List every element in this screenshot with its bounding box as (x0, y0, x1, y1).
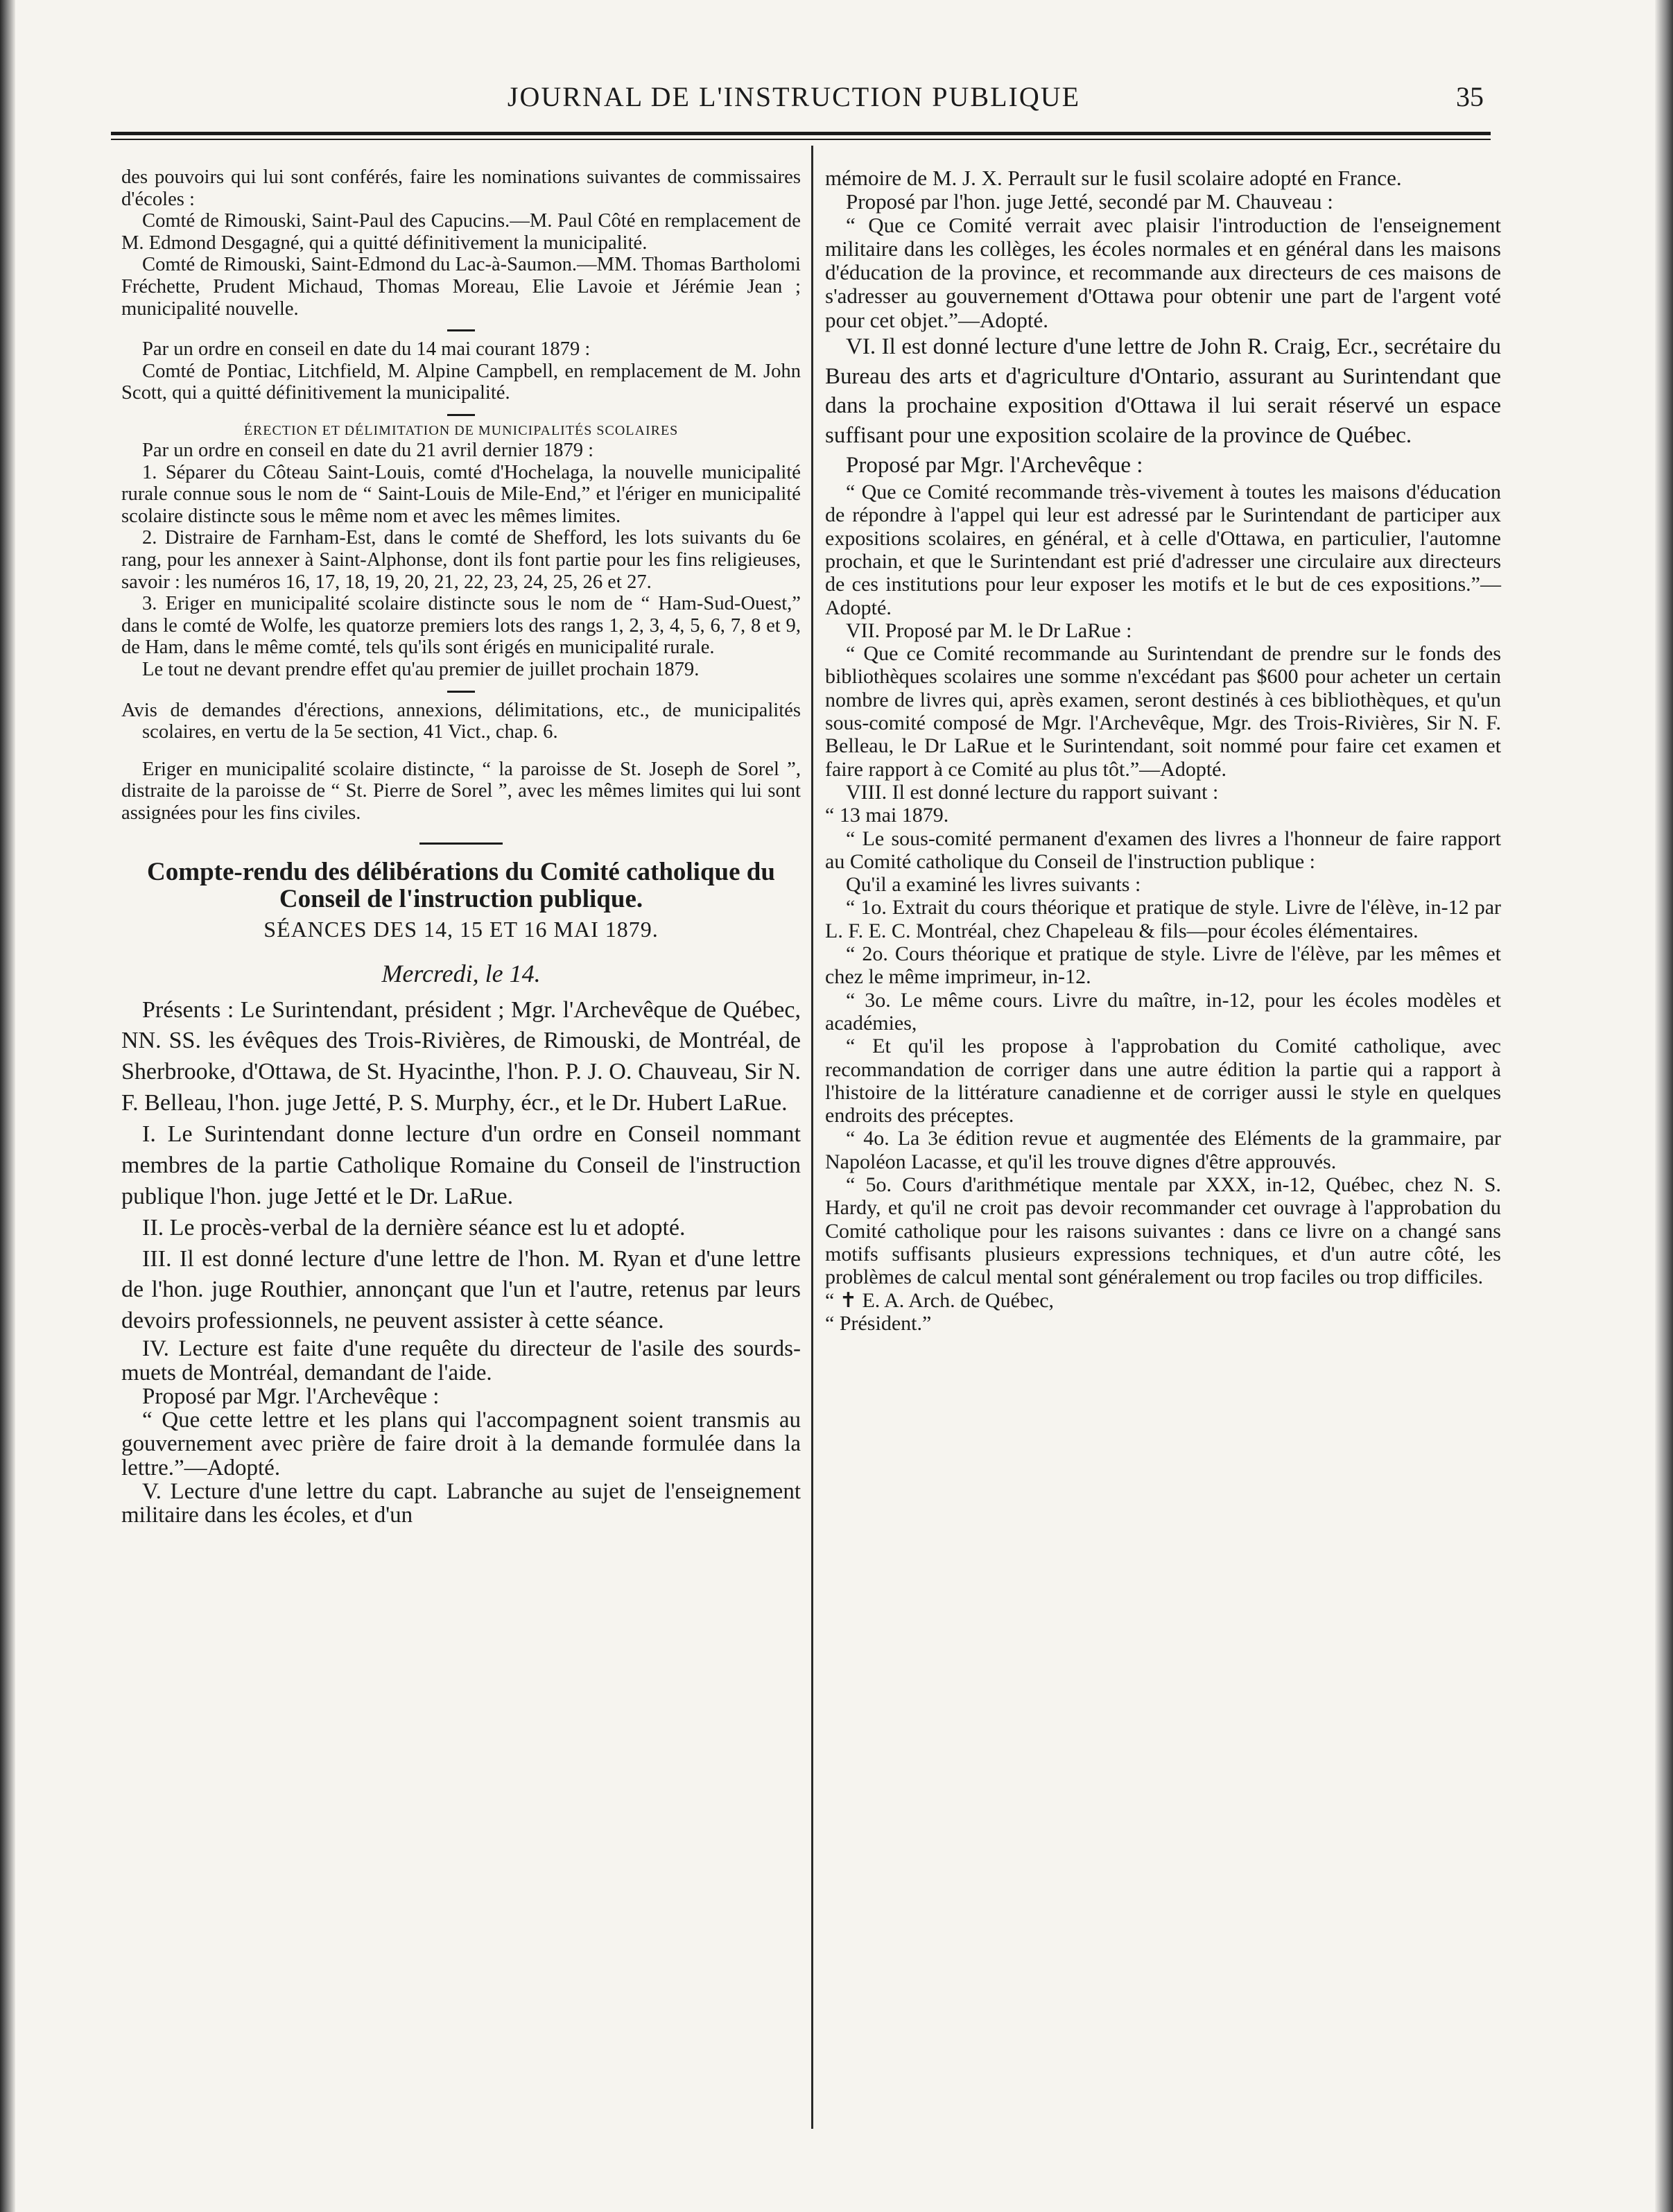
paragraph: “ 2o. Cours théorique et pratique de style. Livre de l'élève, par les mêmes et chez le même imprimeur, in-12. (825, 942, 1501, 989)
paragraph: “ Et qu'il les propose à l'approbation du Comité catholique, avec recommandation de corriger dans une autre édition la partie qui a rapport à l'histoire de la littérature canadienne et de corriger aussi le style en quelques endroits des préceptes. (825, 1035, 1501, 1127)
paragraph: “ Que ce Comité verrait avec plaisir l'introduction de l'enseignement militaire dans les collèges, les écoles normales et en général dans les maisons d'éducation de la province, et recommande aux directeurs de ces maisons de s'adresser au gouvernement d'Ottawa pour obtenir une part de l'argent voté pour cet objet.”—Adopté. (825, 213, 1501, 332)
left-column (121, 166, 801, 1528)
header-rule-thick (111, 132, 1491, 135)
page-header (104, 78, 1484, 119)
paragraph: Eriger en municipalité scolaire distincte, “ la paroisse de St. Joseph de Sorel ”, distraite de la paroisse de “ St. Pierre de Sorel ”, avec les mêmes limites qui lui sont assignées pour les fins civiles. (121, 758, 801, 824)
right-page-edge (1655, 0, 1673, 2212)
paragraph: “ Que ce Comité recommande au Surintendant de prendre sur le fonds des bibliothèques scolaires une somme n'excédant pas $600 pour acheter un certain nombre de livres qui, après examen, seront destinés à ces bibliothèques, et qu'un sous-comité composé de Mgr. l'Archevêque, Mgr. des Trois-Rivières, Sir N. F. Belleau, le Dr LaRue et le Surintendant, soit nommé pour faire cet examen et faire rapport à ce Comité au plus tôt.”—Adopté. (825, 642, 1501, 781)
separator (447, 691, 475, 693)
paragraph: I. Le Surintendant donne lecture d'un ordre en Conseil nommant membres de la partie Catholique Romaine du Conseil de l'instruction publique l'hon. juge Jetté et le Dr. LaRue. (121, 1121, 801, 1209)
header-rule-thin (111, 139, 1491, 140)
paragraph: Le tout ne devant prendre effet qu'au premier de juillet prochain 1879. (142, 658, 700, 680)
paragraph: V. Lecture d'une lettre du capt. Labranche au sujet de l'enseignement militaire dans les écoles, et d'un (121, 1479, 801, 1528)
paragraph: III. Il est donné lecture d'une lettre de l'hon. M. Ryan et d'une lettre de l'hon. juge Routhier, annonçant que l'un et l'autre, retenus par leurs devoirs professionnels, ne peuvent assister à cette séance. (121, 1245, 801, 1334)
section-title: Compte-rendu des délibérations du Comité catholique du Conseil de l'instruction publique. (147, 857, 775, 914)
paragraph: Par un ordre en conseil en date du 14 mai courant 1879 : (142, 338, 591, 361)
paragraph: Comté de Rimouski, Saint-Paul des Capucins.—M. Paul Côté en remplacement de M. Edmond Desgagné, qui a quitté définitivement la municipalité. (121, 210, 801, 254)
paragraph: 3. Eriger en municipalité scolaire distincte sous le nom de “ Ham-Sud-Ouest,” dans le comté de Wolfe, les quatorze premiers lots des rangs 1, 2, 3, 4, 5, 6, 7, 8 et 9, de Ham, dans le même comté, tels qu'ils sont érigés en municipalité rurale. (121, 593, 801, 659)
page-number: 35 (1456, 81, 1484, 112)
paragraph: des pouvoirs qui lui sont conférés, faire les nominations suivantes de commissaires d'écoles : (121, 166, 801, 210)
paragraph: “ Que cette lettre et les plans qui l'accompagnent soient transmis au gouvernement avec prière de faire droit à la demande formulée dans la lettre.”—Adopté. (121, 1408, 801, 1480)
signature-title: “ Président.” (825, 1311, 932, 1335)
paragraph: Comté de Rimouski, Saint-Edmond du Lac-à-Saumon.—MM. Thomas Bartholomi Fréchette, Prudent Michaud, Thomas Moreau, Elie Lavoie et Jérémie Jean ; municipalité nouvelle. (121, 254, 801, 320)
seances-date: SÉANCES DES 14, 15 ET 16 MAI 1879. (263, 917, 659, 942)
day-heading: Mercredi, le 14. (381, 959, 541, 987)
paragraph: mémoire de M. J. X. Perrault sur le fusil scolaire adopté en France. (825, 166, 1402, 190)
paragraph: 2. Distraire de Farnham-Est, dans le comté de Shefford, les lots suivants du 6e rang, pour les annexer à Saint-Alphonse, dont ils font partie pour les fins religieuses, savoir : les numéros 16, 17, 18, 19, 20, 21, 22, 23, 24, 25, 26 et 27. (121, 527, 801, 593)
report-date: “ 13 mai 1879. (825, 804, 949, 827)
paragraph: “ 1o. Extrait du cours théorique et pratique de style. Livre de l'élève, in-12 par L. F. E. C. Montréal, chez Chapeleau & fils—pour écoles élémentaires. (825, 896, 1501, 942)
paragraph: Proposé par l'hon. juge Jetté, secondé par M. Chauveau : (846, 189, 1333, 214)
journal-title: JOURNAL DE L'INSTRUCTION PUBLIQUE (507, 81, 1081, 112)
paragraph: Par un ordre en conseil en date du 21 avril dernier 1879 : (142, 440, 594, 462)
separator (447, 329, 475, 331)
paragraph: IV. Lecture est faite d'une requête du directeur de l'asile des sourds-muets de Montréal, demandant de l'aide. (121, 1336, 801, 1385)
column-divider (811, 146, 813, 2129)
paragraph: 1. Séparer du Côteau Saint-Louis, comté d'Hochelaga, la nouvelle municipalité rurale connue sous le nom de “ Saint-Louis de Mile-End,” et l'ériger en municipalité scolaire distincte sous le même nom et avec les mêmes limites. (121, 461, 801, 527)
paragraph: Proposé par Mgr. l'Archevêque : (846, 453, 1143, 478)
right-column (825, 166, 1501, 1335)
paragraph: Présents : Le Surintendant, président ; Mgr. l'Archevêque de Québec, NN. SS. les évêques des Trois-Rivières, de Rimouski, de Montréal, de Sherbrooke, d'Ottawa, de St. Hyacinthe, l'hon. P. J. O. Chauveau, Sir N. F. Belleau, l'hon. juge Jetté, P. S. Murphy, écr., et le Dr. Hubert LaRue. (121, 996, 801, 1116)
paragraph: “ 4o. La 3e édition revue et augmentée des Eléments de la grammaire, par Napoléon Lacasse, et qu'il les trouve dignes d'être approuvés. (825, 1127, 1501, 1173)
paragraph: VII. Proposé par M. le Dr LaRue : (846, 619, 1132, 642)
section-heading: ÉRECTION ET DÉLIMITATION DE MUNICIPALITÉS SCOLAIRES (243, 422, 679, 438)
separator (447, 414, 475, 416)
paragraph: Comté de Pontiac, Litchfield, M. Alpine Campbell, en remplacement de M. John Scott, qui a quitté définitivement la municipalité. (121, 360, 801, 404)
paragraph: “ Que ce Comité recommande très-vivement à toutes les maisons d'éducation de répondre à l'appel qui leur est adressé par le Surintendant de participer aux expositions scolaires, en général, et à celle d'Ottawa, en particulier, l'automne prochain, et que le Surintendant est prié d'adresser une circulaire aux directeurs de ces institutions pour leur exposer les motifs et le but de ces expositions.”—Adopté. (825, 481, 1501, 619)
paragraph: “ 3o. Le même cours. Livre du maître, in-12, pour les écoles modèles et académies, (825, 988, 1501, 1035)
paragraph: Avis de demandes d'érections, annexions, délimitations, etc., de municipalités scolaires, en vertu de la 5e section, 41 Vict., chap. 6. (121, 699, 801, 743)
left-page-edge (0, 0, 15, 2212)
paragraph: Qu'il a examiné les livres suivants : (846, 873, 1141, 897)
paragraph: Proposé par Mgr. l'Archevêque : (142, 1383, 440, 1409)
paragraph: VI. Il est donné lecture d'une lettre de John R. Craig, Ecr., secrétaire du Bureau des arts et d'agriculture d'Ontario, assurant au Surintendant que dans la prochaine exposition d'Ottawa il lui serait réservé un espace suffisant pour une exposition scolaire de la province de Québec. (825, 334, 1501, 449)
paragraph: “ 5o. Cours d'arithmétique mentale par XXX, in-12, Québec, chez N. S. Hardy, et qu'il ne croit pas devoir recommander cet ouvrage à l'approbation du Comité catholique pour les raisons suivantes : dans ce livre on a changé sans motifs suffisants plusieurs expressions techniques, et d'un autre côté, les problèmes de calcul mental sont généralement ou trop faciles ou trop difficiles. (825, 1173, 1501, 1289)
signature-line: “ ✝ E. A. Arch. de Québec, (825, 1288, 1055, 1312)
separator (419, 843, 503, 845)
paragraph: VIII. Il est donné lecture du rapport suivant : (846, 780, 1219, 804)
paragraph: “ Le sous-comité permanent d'examen des livres a l'honneur de faire rapport au Comité catholique du Conseil de l'instruction publique : (825, 827, 1501, 873)
paragraph: II. Le procès-verbal de la dernière séance est lu et adopté. (142, 1214, 686, 1241)
